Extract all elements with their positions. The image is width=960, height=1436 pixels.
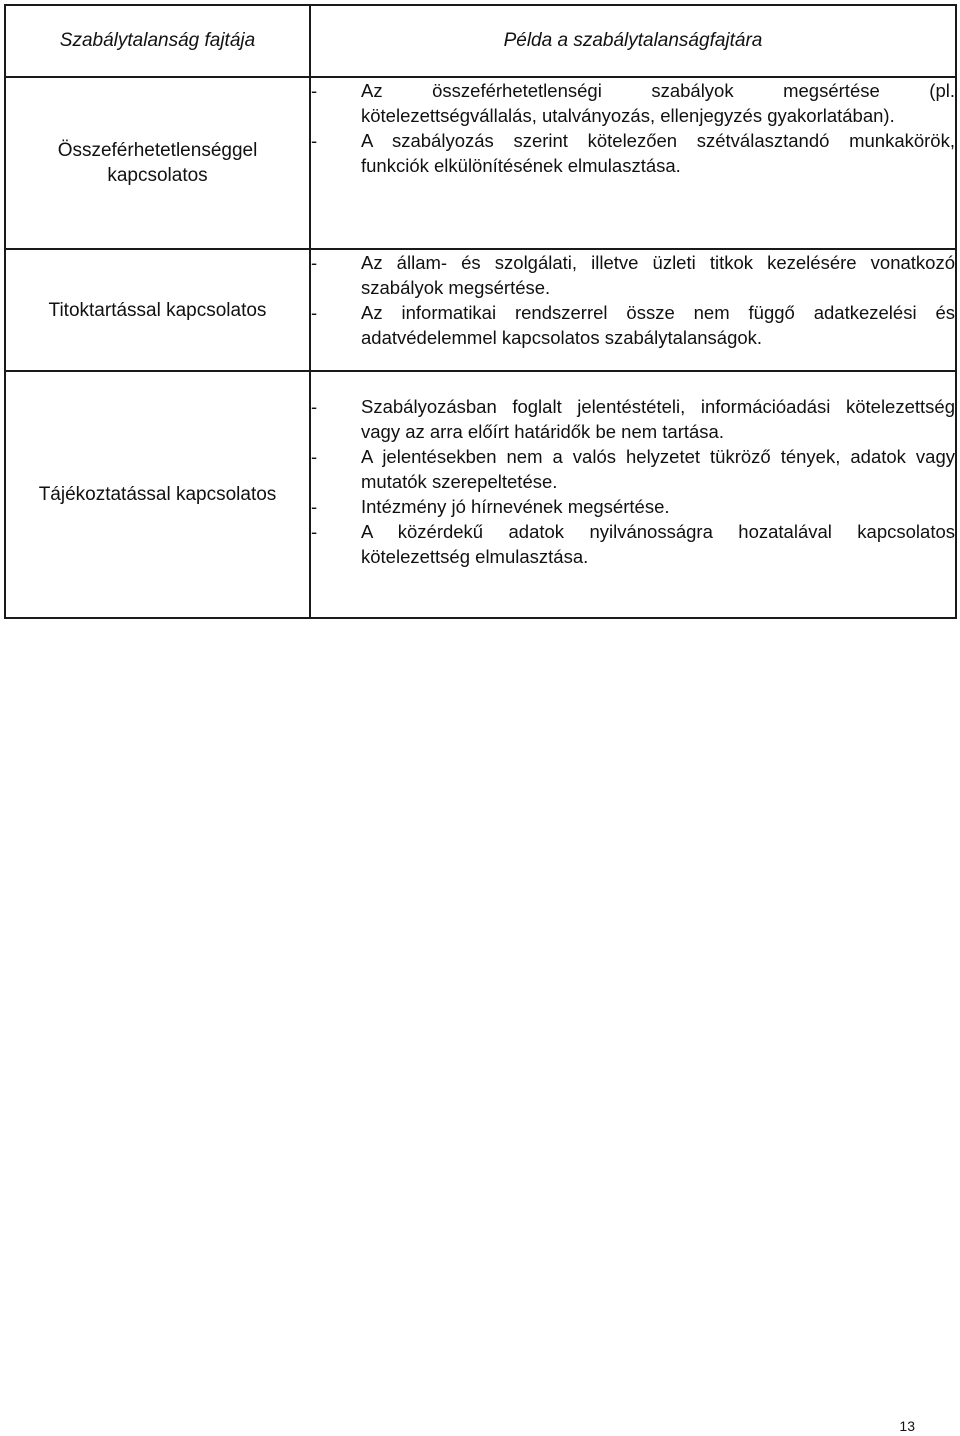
bullet-dash: - xyxy=(311,396,318,417)
bullet-dash: - xyxy=(311,496,318,517)
list-item xyxy=(311,519,955,569)
list-item xyxy=(311,494,955,519)
example-list xyxy=(311,78,955,178)
list-item xyxy=(311,444,955,494)
bullet-dash: - xyxy=(311,446,318,467)
list-item-text: Az állam- és szolgálati, illetve üzleti titkok kezelésére vonatkozó szabályok megsértése. xyxy=(361,252,955,298)
list-item-text: A közérdekű adatok nyilvánosságra hozatalával kapcsolatos kötelezettség elmulasztása. xyxy=(361,521,955,567)
table-row xyxy=(5,77,956,249)
irregularity-type-cell: Összeférhetetlenséggel kapcsolatos xyxy=(5,77,310,249)
list-item xyxy=(311,250,955,300)
table-row xyxy=(5,371,956,618)
example-cell xyxy=(310,249,956,371)
list-item-text: Intézmény jó hírnevének megsértése. xyxy=(361,496,670,517)
bullet-dash: - xyxy=(311,80,318,101)
example-cell xyxy=(310,77,956,249)
list-item-text: Az informatikai rendszerrel össze nem függő adatkezelési és adatvédelemmel kapcsolatos szabálytalanságok. xyxy=(361,302,955,348)
list-item xyxy=(311,300,955,350)
irregularity-table xyxy=(4,4,957,619)
bullet-dash: - xyxy=(311,130,318,151)
table-row xyxy=(5,249,956,371)
header-irregularity-type: Szabálytalanság fajtája xyxy=(5,5,310,77)
bullet-dash: - xyxy=(311,252,318,273)
list-item xyxy=(311,128,955,178)
page-number: 13 xyxy=(899,1418,915,1434)
list-item xyxy=(311,394,955,444)
list-item xyxy=(311,78,955,128)
list-item-text: Az összeférhetetlenségi szabályok megsértése (pl. kötelezettségvállalás, utalványozás, ellenjegyzés gyakorlatában). xyxy=(361,80,955,126)
header-example: Példa a szabálytalanságfajtára xyxy=(310,5,956,77)
list-item-text: A szabályozás szerint kötelezően szétválasztandó munkakörök, funkciók elkülönítésének elmulasztása. xyxy=(361,130,955,176)
list-item-text: A jelentésekben nem a valós helyzetet tükröző tények, adatok vagy mutatók szerepeltetése. xyxy=(361,446,955,492)
irregularity-type-cell: Tájékoztatással kapcsolatos xyxy=(5,371,310,618)
irregularity-type-cell: Titoktartással kapcsolatos xyxy=(5,249,310,371)
table-header-row xyxy=(5,5,956,77)
list-item-text: Szabályozásban foglalt jelentéstételi, információadási kötelezettség vagy az arra előírt határidők be nem tartása. xyxy=(361,396,955,442)
bullet-dash: - xyxy=(311,302,318,323)
bullet-dash: - xyxy=(311,521,318,542)
example-list xyxy=(311,394,955,569)
example-list xyxy=(311,250,955,350)
example-cell xyxy=(310,371,956,618)
